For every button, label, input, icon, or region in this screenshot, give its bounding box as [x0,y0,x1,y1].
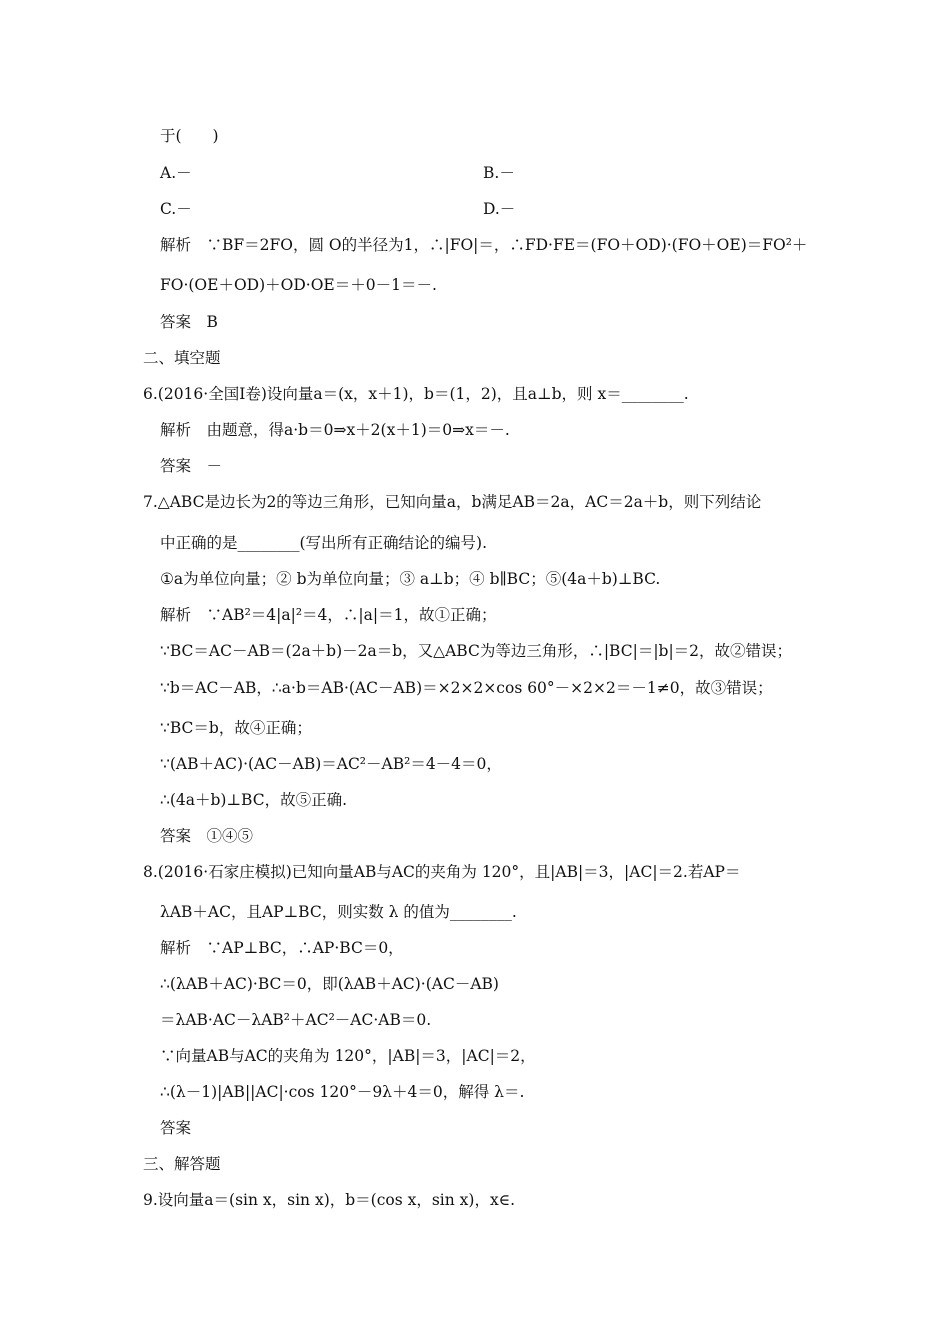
q8-answer: 答案 [160,1119,192,1137]
q8-solution-line-1: 解析 ∵AP⊥BC，∴AP·BC＝0， [160,939,404,957]
question-7-statements: ①a为单位向量；② b为单位向量；③ a⊥b；④ b∥BC；⑤(4a＋b)⊥BC. [160,570,661,588]
q7-solution-line-3: ∵b＝AC－AB，∴a·b＝AB·(AC－AB)＝×2×2×cos 60°－×2×2＝－1≠0，故③错误； [160,679,773,697]
section-answer-heading: 三、解答题 [143,1155,221,1173]
q7-solution-line-6: ∴(4a＋b)⊥BC，故⑤正确. [160,791,348,809]
question-8-line-1: 8.(2016·石家庄模拟)已知向量AB与AC的夹角为 120°，且|AB|＝3，|AC|＝2.若AP＝ [143,863,741,881]
question-5-tail: 于( ) [160,127,219,145]
q6-answer: 答案 － [160,457,223,475]
q6-solution: 解析 由题意，得a·b＝0⇒x＋2(x＋1)＝0⇒x＝－. [160,421,510,439]
q5-solution-line-2: FO·(OE＋OD)＋OD·OE＝＋0－1＝－. [160,276,437,294]
option-a: A.－ [160,164,192,182]
q5-solution-line-1: 解析 ∵BF＝2FO，圆 O的半径为1，∴|FO|＝，∴FD·FE＝(FO＋OD)·(FO＋OE)＝FO²＋ [160,236,808,254]
q8-solution-line-3: ＝λAB·AC－λAB²＋AC²－AC·AB＝0. [160,1011,432,1029]
q8-solution-line-2: ∴(λAB＋AC)·BC＝0，即(λAB＋AC)·(AC－AB) [160,975,499,993]
option-c: C.－ [160,200,192,218]
question-7-line-1: 7.△ABC是边长为2的等边三角形，已知向量a，b满足AB＝2a，AC＝2a＋b，则下列结论 [143,493,762,511]
section-fill-in-heading: 二、填空题 [143,349,221,367]
question-8-line-2: λAB＋AC，且AP⊥BC，则实数 λ 的值为________. [160,903,517,921]
q7-solution-line-4: ∵BC＝b，故④正确； [160,719,312,737]
q5-answer: 答案 B [160,313,218,331]
q7-solution-line-1: 解析 ∵AB²＝4|a|²＝4，∴|a|＝1，故①正确； [160,606,497,624]
question-9: 9.设向量a＝(sin x，sin x)，b＝(cos x，sin x)，x∈. [143,1191,516,1209]
q7-solution-line-2: ∵BC＝AC－AB＝(2a＋b)－2a＝b，又△ABC为等边三角形，∴|BC|＝|b|＝2，故②错误； [160,642,793,660]
q8-solution-line-5: ∴(λ－1)|AB||AC|·cos 120°－9λ＋4＝0，解得 λ＝. [160,1083,525,1101]
question-7-line-2: 中正确的是________(写出所有正确结论的编号). [160,534,488,552]
q7-solution-line-5: ∵(AB＋AC)·(AC－AB)＝AC²－AB²＝4－4＝0， [160,755,502,773]
option-b: B.－ [483,164,515,182]
q8-solution-line-4: ∵向量AB与AC的夹角为 120°，|AB|＝3，|AC|＝2， [160,1047,536,1065]
option-d: D.－ [483,200,516,218]
question-6: 6.(2016·全国Ⅰ卷)设向量a＝(x，x＋1)，b＝(1，2)，且a⊥b，则 x＝________. [143,385,689,403]
q7-answer: 答案 ①④⑤ [160,827,254,845]
